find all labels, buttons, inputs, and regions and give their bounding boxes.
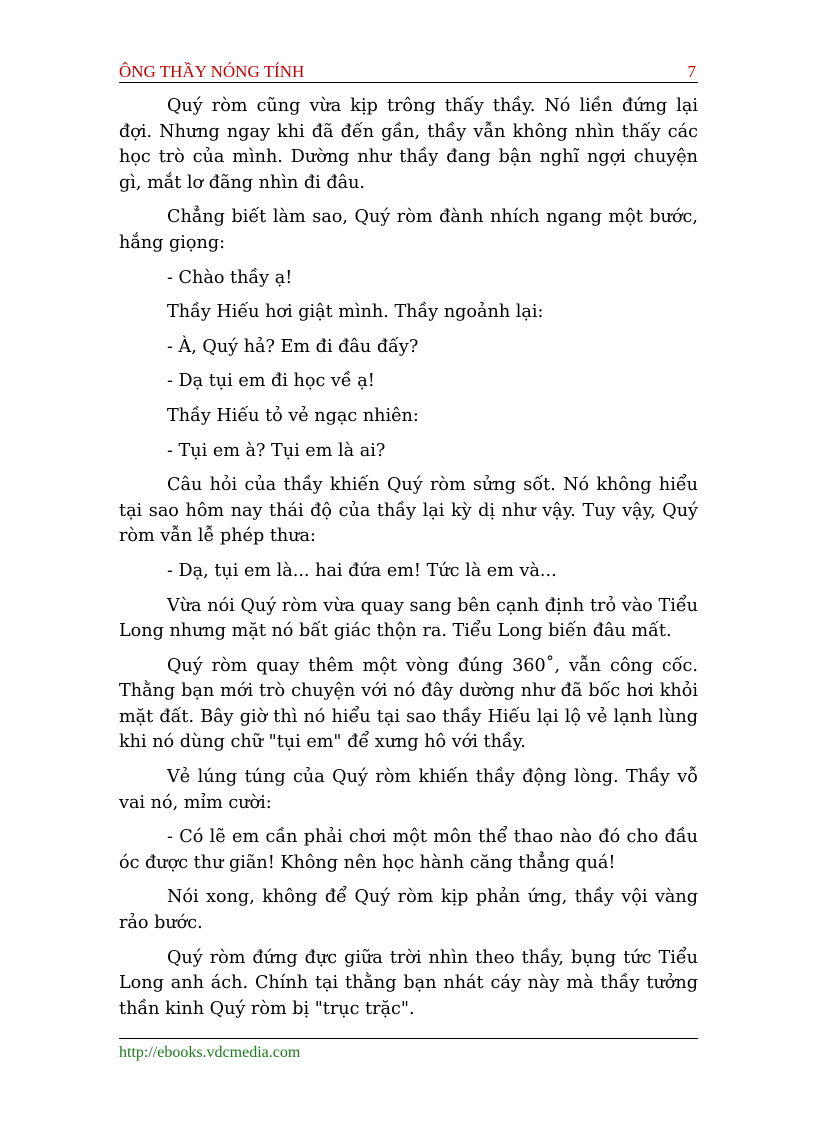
paragraph: - Dạ tụi em đi học về ạ! xyxy=(167,371,375,392)
paragraph: - Tụi em à? Tụi em là ai? xyxy=(167,440,386,461)
page-footer xyxy=(119,1038,698,1062)
paragraph: Thầy Hiếu hơi giật mình. Thầy ngoảnh lại: xyxy=(167,302,544,323)
paragraph: Nói xong, không để Quý ròm kịp phản ứng, thầy vội vàng rảo bước. xyxy=(119,887,698,934)
page-header xyxy=(119,58,698,83)
book-title: ÔNG THẦY NÓNG TÍNH xyxy=(119,62,305,81)
paragraph: - Có lẽ em cần phải chơi một môn thể thao nào đó cho đầu óc được thư giãn! Không nên học hành căng thẳng quá! xyxy=(119,827,698,873)
paragraph: Quý ròm đứng đực giữa trời nhìn theo thầy, bụng tức Tiểu Long anh ách. Chính tại thằng bạn nhát cáy này mà thầy tưởng thần kinh Quý ròm bị "trục trặc". xyxy=(119,947,698,1019)
paragraph: - Chào thầy ạ! xyxy=(167,267,293,288)
paragraph: - À, Quý hả? Em đi đâu đấy? xyxy=(167,336,419,357)
paragraph: - Dạ, tụi em là... hai đứa em! Tức là em và... xyxy=(167,560,557,581)
page-body xyxy=(119,94,698,1031)
footer-url-link[interactable]: http://ebooks.vdcmedia.com xyxy=(119,1044,301,1061)
paragraph: Quý ròm quay thêm một vòng đúng 360˚, vẫn công cốc. Thằng bạn mới trò chuyện với nó đây dường như đã bốc hơi khỏi mặt đất. Bây giờ thì nó hiểu tại sao thầy Hiếu lại lộ vẻ lạnh lùng khi nó dùng chữ "tụi em" để xưng hô với thầy. xyxy=(119,655,698,753)
page-number: 7 xyxy=(687,62,696,81)
paragraph: Thầy Hiếu tỏ vẻ ngạc nhiên: xyxy=(167,405,419,426)
paragraph: Vừa nói Quý ròm vừa quay sang bên cạnh định trỏ vào Tiểu Long nhưng mặt nó bất giác thộn ra. Tiểu Long biến đâu mất. xyxy=(119,595,698,642)
paragraph: Vẻ lúng túng của Quý ròm khiến thầy động lòng. Thầy vỗ vai nó, mỉm cười: xyxy=(119,767,698,813)
paragraph: Câu hỏi của thầy khiến Quý ròm sửng sốt. Nó không hiểu tại sao hôm nay thái độ của thầy lại kỳ dị như vậy. Tuy vậy, Quý ròm vẫn lễ phép thưa: xyxy=(119,475,698,547)
paragraph: Quý ròm cũng vừa kịp trông thấy thầy. Nó liền đứng lại đợi. Nhưng ngay khi đã đến gần, thầy vẫn không nhìn thấy các học trò của mình. Dường như thầy đang bận nghĩ ngợi chuyện gì, mắt lơ đãng nhìn đi đâu. xyxy=(119,96,698,193)
paragraph: Chẳng biết làm sao, Quý ròm đành nhích ngang một bước, hắng giọng: xyxy=(119,207,698,253)
